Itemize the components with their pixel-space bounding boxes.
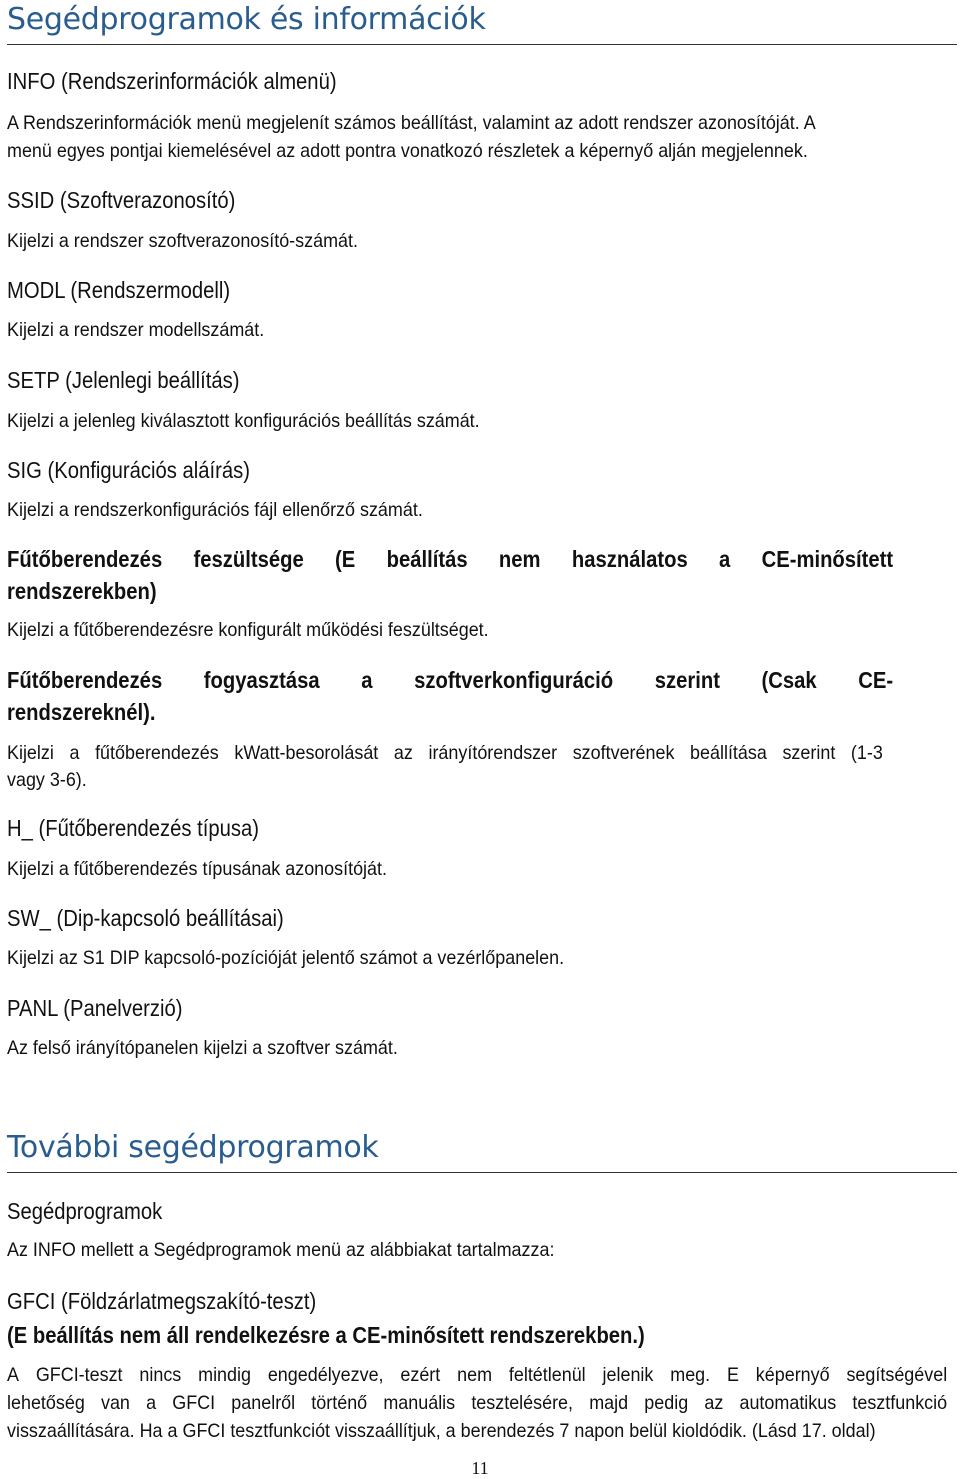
word: beállítása [690,742,767,764]
word: a [69,742,80,764]
word: ezért [400,1364,441,1386]
gfci-text-line-3: visszaállítására. Ha a GFCI tesztfunkciót visszaállítjuk, a berendezés 7 napon belül kioldódik. (Lásd 17. oldal) [7,1420,876,1442]
word: GFCI [172,1392,216,1414]
word: engedélyezve, [267,1364,384,1386]
modl-text: Kijelzi a rendszer modellszámát. [7,319,265,341]
ssid-text: Kijelzi a rendszer szoftverazonosító-számát. [7,230,358,252]
word: majd [589,1392,629,1414]
sig-heading: SIG (Konfigurációs aláírás) [7,457,250,483]
word: manuális [383,1392,456,1414]
word: történő [311,1392,368,1414]
heater-voltage-text: Kijelzi a fűtőberendezésre konfigurált működési feszültséget. [7,619,489,641]
setp-heading: SETP (Jelenlegi beállítás) [7,367,240,393]
word: szoftverének [572,742,675,764]
heater-power-heading-line-2: rendszereknél). [7,699,156,725]
word: nem [457,1364,493,1386]
word: Fűtőberendezés [7,546,163,572]
word: lehetőség [7,1392,85,1414]
heater-power-text-line-1 [7,740,883,767]
word: GFCI-teszt [35,1364,123,1386]
sig-text: Kijelzi a rendszerkonfigurációs fájl ellenőrző számát. [7,499,423,521]
modl-heading: MODL (Rendszermodell) [7,277,231,303]
panl-heading: PANL (Panelverzió) [7,995,183,1021]
heater-voltage-heading-line-2: rendszerekben) [7,578,157,604]
gfci-text-line-2 [7,1390,947,1417]
utils-heading: Segédprogramok [7,1198,163,1224]
sw-text: Kijelzi az S1 DIP kapcsoló-pozícióját jelentő számot a vezérlőpanelen. [7,947,565,969]
word: segítségével [846,1364,948,1386]
word: E [726,1364,739,1386]
word: panelről [231,1392,296,1414]
utils-text: Az INFO mellett a Segédprogramok menü az alábbiakat tartalmazza: [7,1239,555,1261]
word: képernyő [755,1364,830,1386]
word: jelenik [602,1364,654,1386]
info-text-line-2: menü egyes pontjai kiemelésével az adott pontra vonatkozó részletek a képernyő alján megjelennek. [7,140,808,162]
word: a [361,667,373,693]
gfci-text-line-1 [7,1362,947,1389]
title-rule [7,44,957,45]
word: irányítórendszer [428,742,558,764]
gfci-heading-line-1: GFCI (Földzárlatmegszakító-teszt) [7,1288,317,1314]
panl-text: Az felső irányítópanelen kijelzi a szoftver számát. [7,1037,398,1059]
sw-heading: SW_ (Dip-kapcsoló beállításai) [7,905,284,931]
word: tesztelésére, [471,1392,574,1414]
heater-power-heading-line-1 [7,665,893,695]
word: (E [335,546,356,572]
word: CE-minősített [761,546,894,572]
word: kWatt-besorolását [234,742,379,764]
word: a [719,546,731,572]
word: nem [498,546,541,572]
gfci-heading-line-2: (E beállítás nem áll rendelkezésre a CE-minősített rendszerekben.) [7,1322,645,1348]
word: (Csak [761,667,817,693]
word: szerint [654,667,720,693]
word: nincs [139,1364,182,1386]
word: fűtőberendezés [95,742,219,764]
word: a [146,1392,157,1414]
page-number: 11 [471,1458,489,1478]
word: használatos [571,546,688,572]
word: tesztfunkció [852,1392,948,1414]
h-text: Kijelzi a fűtőberendezés típusának azonosítóját. [7,858,387,880]
heater-power-text-line-2: vagy 3-6). [7,769,87,791]
word: pedig [644,1392,689,1414]
word: Kijelzi [7,742,54,764]
word: van [100,1392,130,1414]
word: beállítás [386,546,468,572]
word: feltétlenül [508,1364,586,1386]
word: mindig [198,1364,251,1386]
setp-text: Kijelzi a jelenleg kiválasztott konfigurációs beállítás számát. [7,410,480,432]
word: feszültsége [193,546,304,572]
word: szerint [782,742,836,764]
word: CE- [858,667,894,693]
word: Fűtőberendezés [7,667,163,693]
word: meg. [670,1364,711,1386]
section-2-rule [7,1172,957,1173]
word: A [7,1364,19,1386]
info-heading: INFO (Rendszerinformációk almenü) [7,68,337,94]
word: automatikus [739,1392,837,1414]
section-title: Segédprogramok és információk [7,2,486,37]
heater-voltage-heading-line-1 [7,544,893,574]
word: az [393,742,413,764]
word: fogyasztása [203,667,320,693]
section-2-title: További segédprogramok [7,1130,379,1165]
ssid-heading: SSID (Szoftverazonosító) [7,187,236,213]
info-text-line-1: A Rendszerinformációk menü megjelenít számos beállítást, valamint az adott rendszer azonosítóját. A [7,112,816,134]
word: szoftverkonfiguráció [414,667,614,693]
word: az [704,1392,724,1414]
word: (1-3 [850,742,883,764]
h-heading: H_ (Fűtőberendezés típusa) [7,815,260,841]
